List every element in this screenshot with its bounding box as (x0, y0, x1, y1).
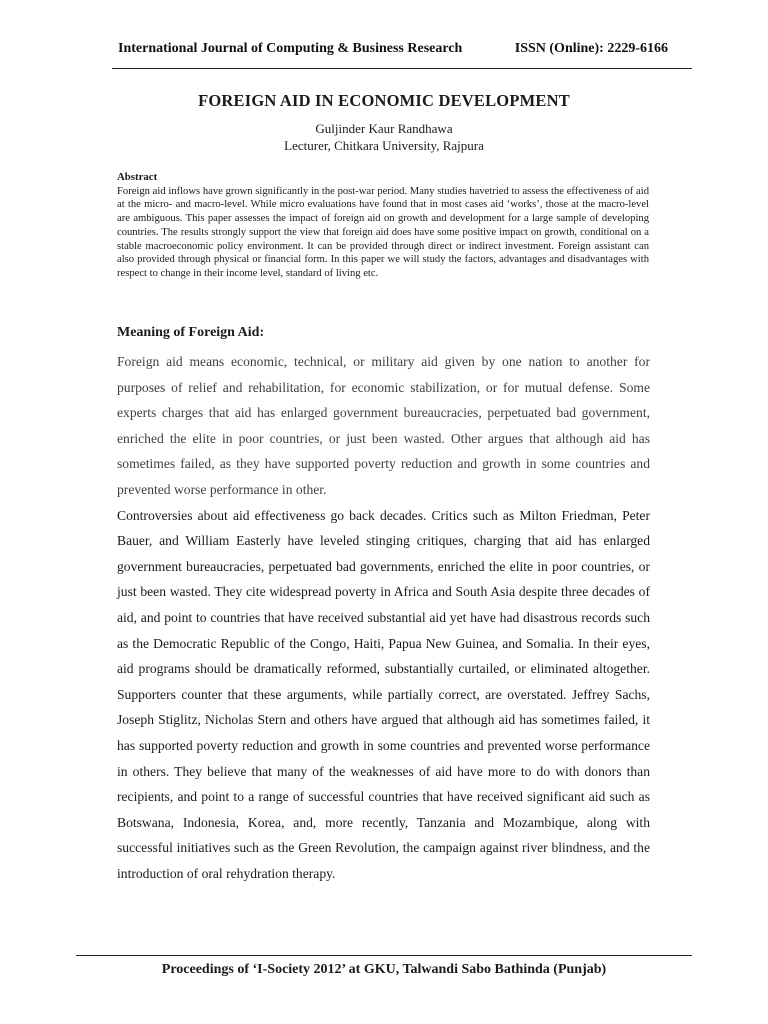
paper-title: FOREIGN AID IN ECONOMIC DEVELOPMENT (198, 91, 570, 110)
issn-label: ISSN (Online): 2229-6166 (514, 41, 668, 56)
body-paragraph-2: Controversies about aid effectiveness go back decades. Critics such as Milton Friedman, Peter Bauer, and William Easterly have leveled stinging critiques, charging that aid has enlarged government bureaucracies, perpetuated bad governments, enriched the elite in poor countries, or just been wasted. They cite widespread poverty in Africa and South Asia despite three decades of aid, and point to countries that have received substantial aid yet have had disastrous records such as the Democratic Republic of the Congo, Haiti, Papua New Guinea, and Somalia. In their eyes, aid programs should be dramatically reformed, substantially curtailed, or eliminated altogether. Supporters counter that these arguments, while partially correct, are overstated. Jeffrey Sachs, Joseph Stiglitz, Nicholas Stern and others have argued that although aid has sometimes failed, it has supported poverty reduction and growth in some countries and prevented worse performance in others. They believe that many of the weaknesses of aid have more to do with donors than recipients, and point to a range of successful countries that have received significant aid such as Botswana, Indonesia, Korea, and, more recently, Tanzania and Mozambique, along with successful initiatives such as the Green Revolution, the campaign against river blindness, and the introduction of oral rehydration therapy. (117, 507, 650, 881)
abstract-heading: Abstract (117, 171, 158, 183)
journal-name: International Journal of Computing & Business Research (118, 41, 463, 56)
author-affiliation: Lecturer, Chitkara University, Rajpura (284, 138, 484, 153)
header-rule (112, 68, 692, 69)
body-text (117, 349, 650, 886)
abstract-block (117, 171, 649, 281)
body-paragraph-1: Foreign aid means economic, technical, or military aid given by one nation to another for purposes of relief and rehabilitation, for economic stabilization, or for mutual defense. Some experts charges that aid has enlarged government bureaucracies, perpetuated bad government, enriched the elite in poor countries, or just been wasted. Other argues that although aid has sometimes failed, as they have supported poverty reduction and growth in some countries and prevented worse performance in other. (117, 354, 650, 497)
author-name: Guljinder Kaur Randhawa (315, 121, 453, 136)
running-footer: Proceedings of ‘I-Society 2012’ at GKU, Talwandi Sabo Bathinda (Punjab) (161, 962, 607, 977)
footer-rule (76, 955, 692, 956)
running-header (118, 41, 668, 57)
section-heading: Meaning of Foreign Aid: (117, 325, 265, 340)
abstract-text: Foreign aid inflows have grown significantly in the post-war period. Many studies havetried to assess the effectiveness of aid at the micro- and macro-level. While micro evaluations have found that in most cases aid ‘works’, those at the macro-level are ambiguous. This paper assesses the impact of foreign aid on growth and development for a large sample of developing countries. The results strongly support the view that foreign aid does have some positive impact on growth, conditional on a stable macroeconomic policy environment. It can be provided through direct or indirect investment. Foreign assistant can also provided through physical or financial form. In this paper we will study the factors, advantages and disadvantages with respect to change in their income level, standard of living etc. (117, 185, 649, 279)
